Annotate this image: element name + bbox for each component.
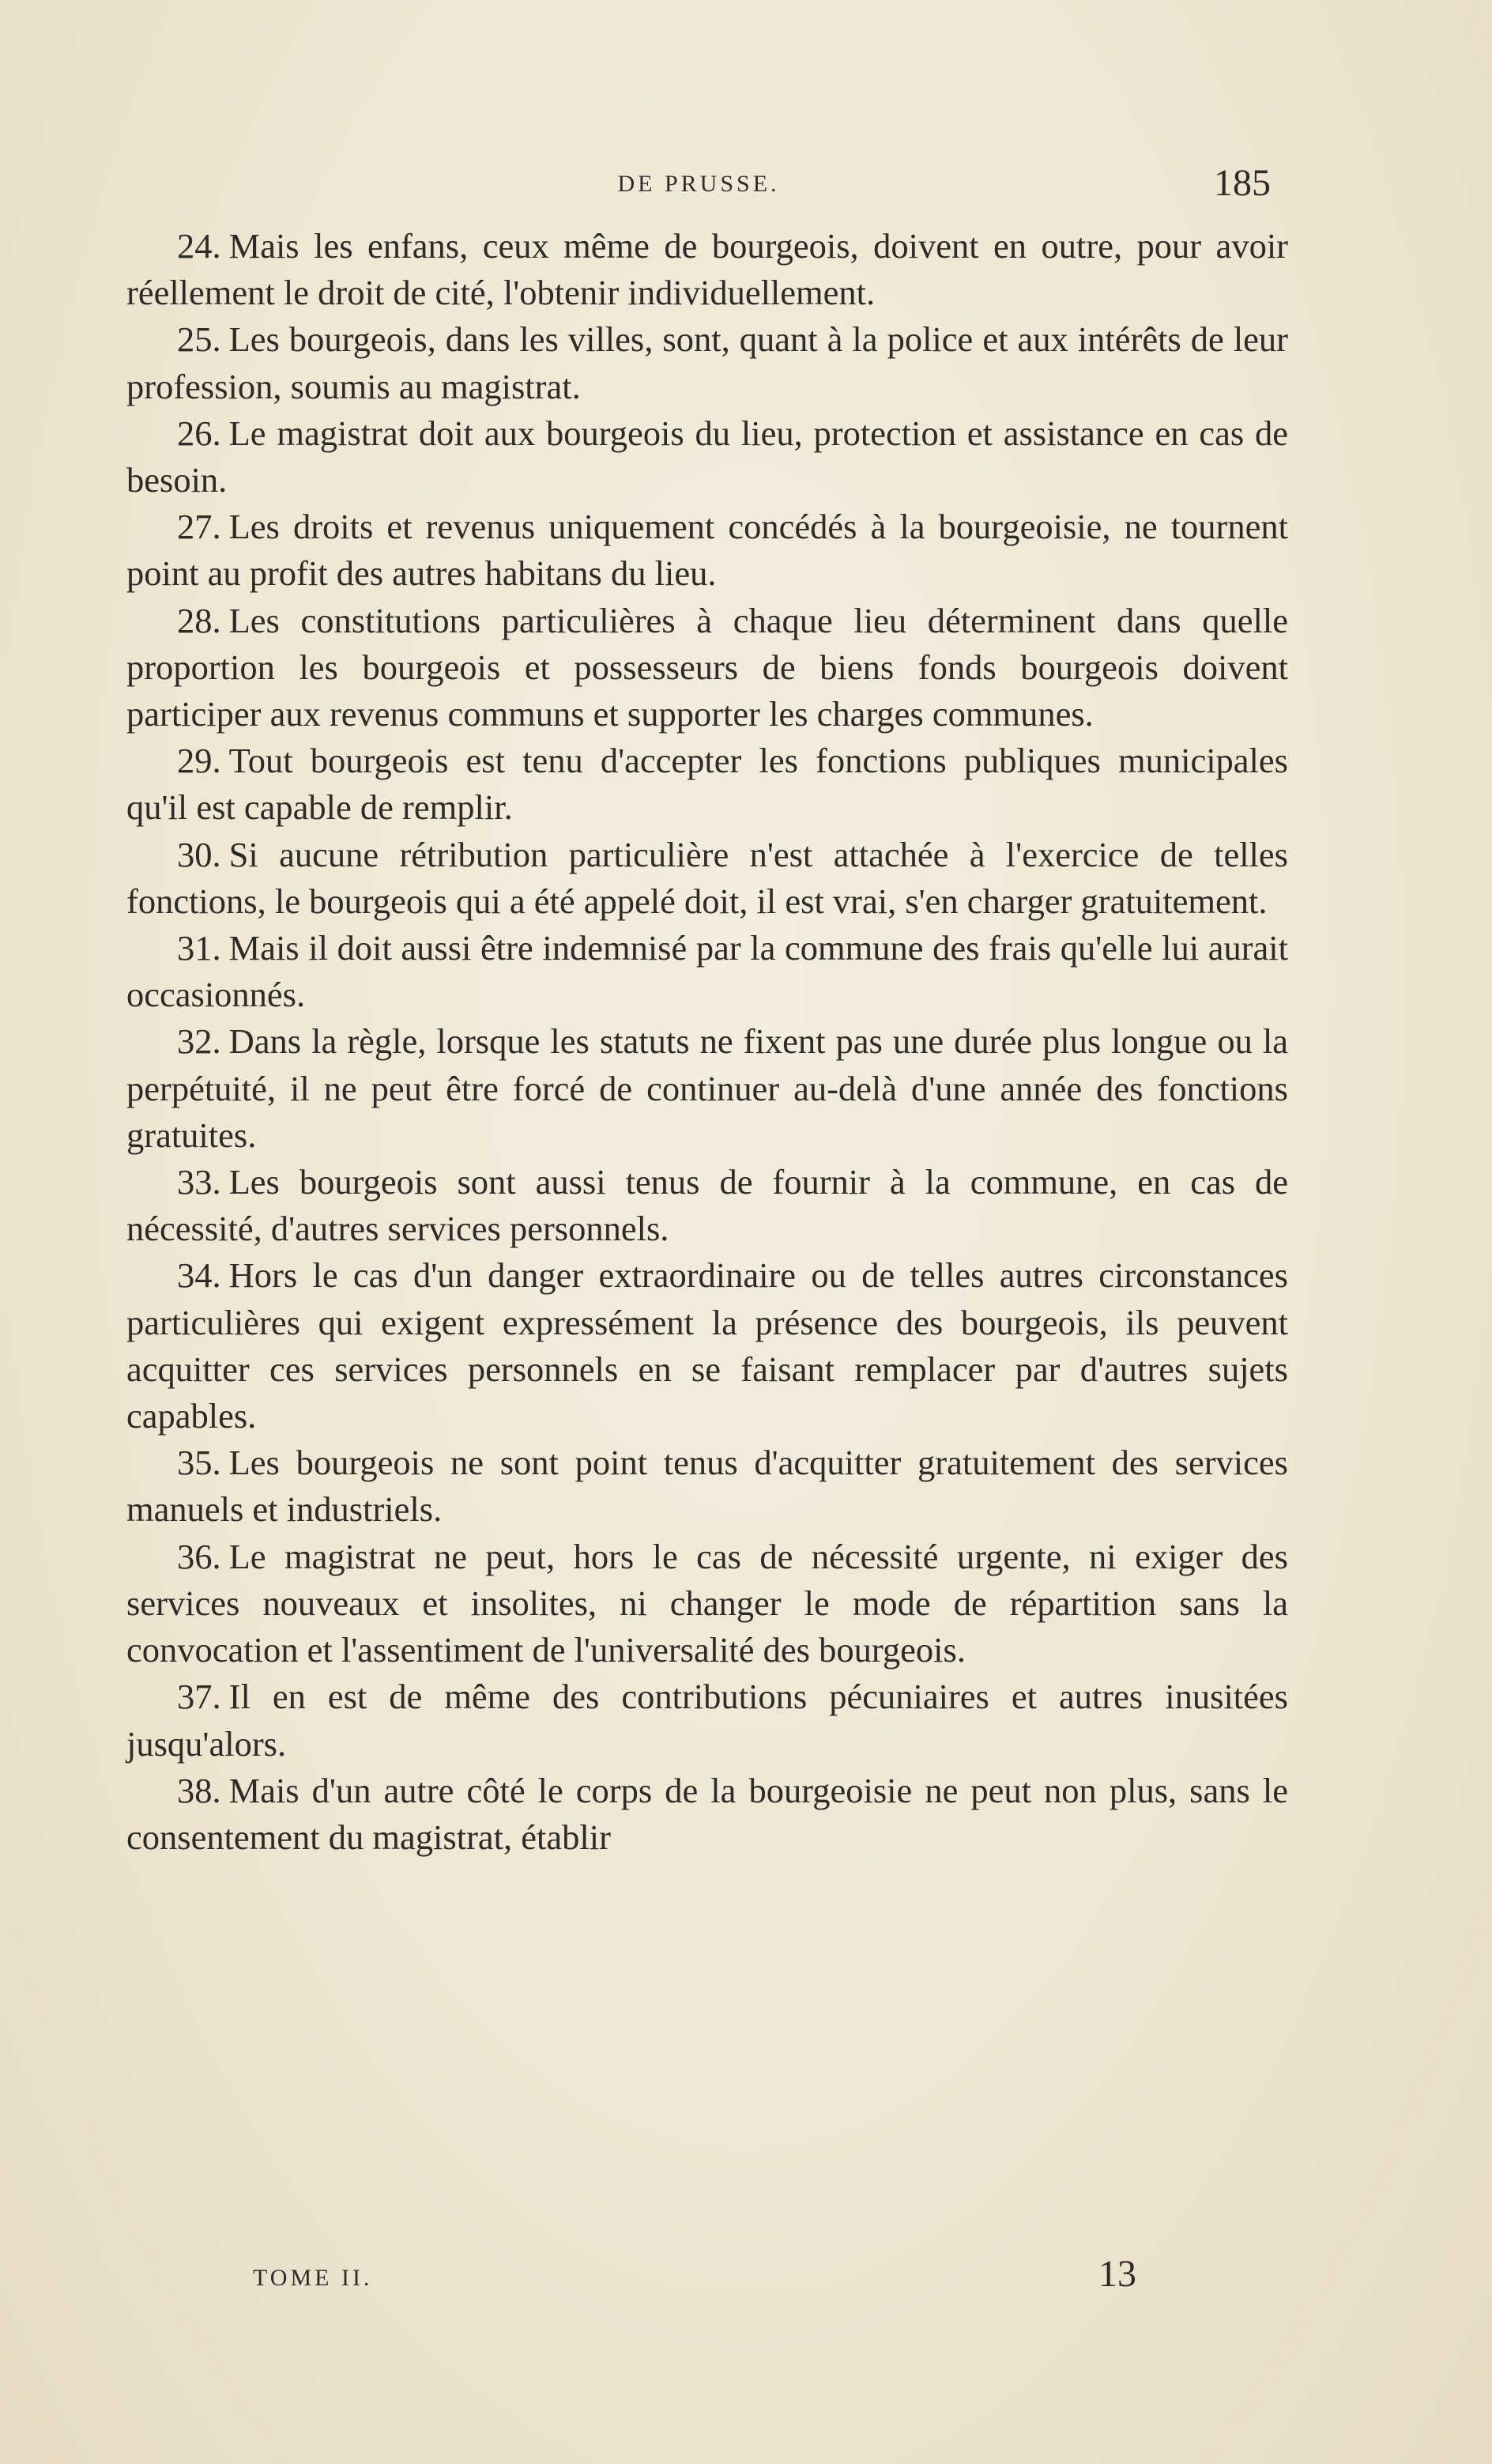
paragraph-text: Les bourgeois, dans les villes, sont, quant à la police et aux intérêts de leur profession, soumis au magistrat. [126, 319, 1288, 406]
paragraph-33 [126, 1159, 1288, 1252]
paragraph-text: Si aucune rétribution particulière n'est attachée à l'exercice de telles fonctions, le bourgeois qui a été appelé doit, il est vrai, s'en charger gratuitement. [126, 834, 1288, 921]
running-head: DE PRUSSE. [617, 171, 780, 197]
paragraph-37 [126, 1673, 1288, 1767]
paragraph-number: 35. [177, 1443, 221, 1483]
paragraph-text: Les bourgeois sont aussi tenus de fournir à la commune, en cas de nécessité, d'autres services personnels. [126, 1162, 1288, 1249]
page-header [126, 161, 1271, 209]
paragraph-number: 26. [177, 413, 221, 453]
paragraph-26 [126, 410, 1288, 504]
paragraph-number: 28. [177, 600, 221, 640]
paragraph-text: Mais les enfans, ceux même de bourgeois, doivent en outre, pour avoir réellement le droit de cité, l'obtenir individuellement. [126, 226, 1288, 313]
paragraph-28 [126, 598, 1288, 738]
page-footer [237, 2253, 1255, 2304]
paragraph-number: 34. [177, 1255, 221, 1296]
paragraph-34 [126, 1252, 1288, 1440]
paragraph-number: 32. [177, 1021, 221, 1062]
paragraph-text: Le magistrat doit aux bourgeois du lieu, protection et assistance en cas de besoin. [126, 413, 1288, 500]
paragraph-number: 38. [177, 1770, 221, 1810]
paragraph-29 [126, 738, 1288, 831]
paragraph-38 [126, 1768, 1288, 1861]
paragraph-text: Mais d'un autre côté le corps de la bourgeoisie ne peut non plus, sans le consentement du magistrat, établir [126, 1770, 1288, 1857]
paragraph-number: 29. [177, 741, 221, 781]
paragraph-text: Les bourgeois ne sont point tenus d'acquitter gratuitement des services manuels et industriels. [126, 1443, 1288, 1530]
paragraph-number: 24. [177, 226, 221, 266]
sheet-number: 13 [1098, 2253, 1136, 2295]
paragraph-number: 30. [177, 834, 221, 874]
volume-signature: TOME II. [253, 2265, 373, 2291]
paragraph-text: Tout bourgeois est tenu d'accepter les fonctions publiques municipales qu'il est capable de remplir. [126, 741, 1288, 828]
paragraph-25 [126, 316, 1288, 409]
paragraph-text: Les droits et revenus uniquement concédés à la bourgeoisie, ne tournent point au profit des autres habitans du lieu. [126, 507, 1288, 594]
paragraph-35 [126, 1440, 1288, 1533]
paragraph-number: 37. [177, 1677, 221, 1717]
paragraph-24 [126, 223, 1288, 316]
paragraph-number: 33. [177, 1162, 221, 1202]
page-number: 185 [1214, 162, 1271, 204]
paragraph-text: Le magistrat ne peut, hors le cas de nécessité urgente, ni exiger des services nouveaux et insolites, ni changer le mode de répartition sans la convocation et l'assentiment de l'universalité des bourgeois. [126, 1536, 1288, 1670]
paragraph-text: Dans la règle, lorsque les statuts ne fixent pas une durée plus longue ou la perpétuité, il ne peut être forcé de continuer au-delà d'une année des fonctions gratuites. [126, 1021, 1288, 1155]
paragraph-number: 27. [177, 507, 221, 547]
paragraph-36 [126, 1534, 1288, 1674]
paragraph-30 [126, 832, 1288, 925]
paragraph-text: Hors le cas d'un danger extraordinaire ou de telles autres circonstances particulières qui exigent expressément la présence des bourgeois, ils peuvent acquitter ces services personnels en se faisant remplacer par d'autres sujets capables. [126, 1255, 1288, 1436]
paragraph-text: Il en est de même des contributions pécuniaires et autres inusitées jusqu'alors. [126, 1677, 1288, 1764]
paragraph-32 [126, 1018, 1288, 1159]
paragraph-number: 31. [177, 928, 221, 968]
paragraph-number: 25. [177, 319, 221, 360]
paragraph-text: Mais il doit aussi être indemnisé par la commune des frais qu'elle lui aurait occasionnés. [126, 928, 1288, 1015]
paragraph-31 [126, 925, 1288, 1018]
paragraph-number: 36. [177, 1536, 221, 1576]
body-text [126, 223, 1288, 1861]
paragraph-27 [126, 504, 1288, 597]
paragraph-text: Les constitutions particulières à chaque lieu déterminent dans quelle proportion les bourgeois et possesseurs de biens fonds bourgeois doivent participer aux revenus communs et supporter les charges communes. [126, 600, 1288, 734]
